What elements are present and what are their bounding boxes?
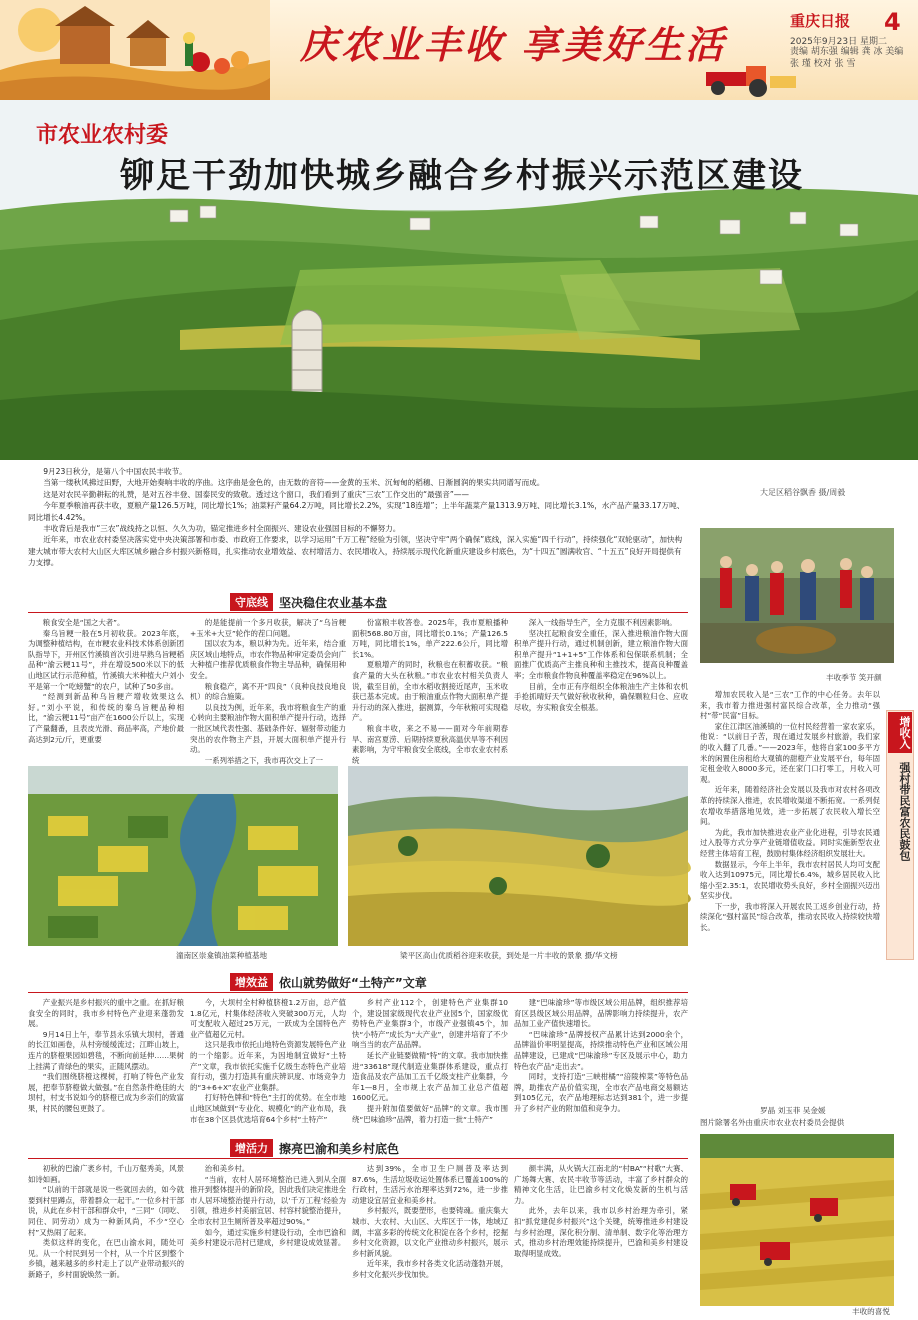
paragraph: “巴味渝珍”品牌授权产品累计达到2000余个，品牌溢价率明显提高，持续推动特色产业和区域公用品牌建设，已建成“巴味渝珍”专区及展示中心，助力特色农产品“走出去”。 bbox=[514, 1029, 688, 1071]
section-2-divider bbox=[28, 992, 688, 993]
section-1-title: 坚决稳住农业基本盘 bbox=[279, 595, 388, 610]
sidebar-tag: 增收入 bbox=[888, 712, 912, 753]
section-2-header bbox=[230, 974, 427, 990]
paragraph: “当前，农村人居环境整治已进入到从全面推开到整体提升的新阶段，因此我们决定推进全市人居环境整治提升行动，以‘千万工程’经验为引领，推进乡村美丽宜居、村容村貌整治提升，全市农村卫生厕所普及率超过90%。” bbox=[190, 1174, 346, 1226]
paragraph: 粮食安全是“国之大者”。 bbox=[42, 618, 125, 627]
intro-paragraph: 今年夏季粮油再获丰收，夏粮产量126.5万吨，同比增长1%；油菜籽产量64.2万吨，同比增长2.2%，实现“18连增”；上半年蔬菜产量1313.9万吨、同比增长3.1%，水产品产量33.17万吨、同比增长4.42%。 bbox=[28, 501, 685, 522]
paragraph: 初秋的巴渝广袤乡村，千山万壑秀美，风景如诗如画。 bbox=[28, 1164, 184, 1184]
rapeseed-caption: 潼南区崇龛镇油菜种植基地 bbox=[176, 951, 268, 960]
section-1-tag: 守底线 bbox=[230, 593, 273, 611]
villagers-caption: 丰收季节 笑开颜 bbox=[826, 673, 882, 682]
paragraph: “我们围绕脐橙这棵树，打响了特色产业发展，把奉节脐橙做大做强。”在自然条件绝佳的大坝村，村支书说如今的脐橙已成为乡亲们的致富果，村民的腰包更鼓了。 bbox=[28, 1072, 184, 1113]
issue-date: 2025年9月23日 星期二 bbox=[790, 37, 887, 47]
paragraph: 乡村振兴，既要塑形，也要铸魂。重庆集大城市、大农村、大山区、大库区于一体，地域辽阔，丰富多彩的传统文化积淀在各个乡村，挖掘乡村文化资源，以文化产业推动乡村振兴，展示乡村新风貌。 bbox=[352, 1206, 508, 1258]
paragraph: 乡村产业112个，创建特色产业集群10个，建设国家级现代农业产业园5个，国家级优势特色产业集群3个，市级产业强镇45个，加快“小特产”成长为“大产业”，创建并培育了不少响当当的农产品品牌。 bbox=[352, 998, 508, 1050]
paragraph: 数据显示，今年上半年，我市农村居民人均可支配收入达到10975元，同比增长6.4%，城乡居民收入比缩小至2.35:1，农民增收势头良好，乡村全面振兴迈出坚实步伐。 bbox=[700, 859, 880, 901]
paragraph: 的是能提前一个多月收获，解决了“乌旨粳+玉米+大豆”轮作的茬口问题。 bbox=[190, 618, 346, 638]
paragraph: 为此，我市加快推进农业产业化进程，引导农民通过入股等方式分享产业链增值收益。同时实施新型农业经营主体培育工程，鼓励村集体经济组织发展壮大。 bbox=[700, 827, 880, 858]
section-1-col-3 bbox=[352, 618, 508, 765]
page-number: 4 bbox=[884, 8, 901, 36]
paper-name: 重庆日报 bbox=[790, 12, 851, 30]
staff-credits: 责编 胡东强 编辑 龚 冰 美编 张 瑾 校对 张 雪 bbox=[790, 47, 904, 69]
intro-paragraph: 这是对农民辛勤耕耘的礼赞，是对五谷丰登、国泰民安的致敬。透过这个窗口，我们看到了重庆“三农”工作交出的“最强音”—— bbox=[43, 489, 469, 499]
section-2-col-3 bbox=[352, 998, 508, 1133]
author-credit: 罗晶 刘玉菲 吴金媛 bbox=[760, 1106, 826, 1115]
sidebar-title: 强村带民富农民鼓包 bbox=[898, 762, 911, 861]
paragraph: 建“巴味渝珍”等市级区域公用品牌，组织推荐培育区县级区域公用品牌，品牌影响力持续提升，农产品加工业产值快速增长。 bbox=[514, 998, 688, 1029]
paragraph: 目前，全市正有序组织全体粮油生产主体和农机手抢抓晴好天气做好秋收秋种，确保颗粒归仓、应收尽收，夯实粮食安全根基。 bbox=[514, 681, 688, 712]
paragraph: 提升附加值要做好“品牌”的文章。我市围绕“巴味渝珍”品牌，着力打造一批“土特产” bbox=[352, 1103, 508, 1124]
paragraph: “经测到新品种乌旨粳产增收效果这么好。”刘小平说，和传统的秦乌旨粳品种相比，“渝云粳11号”亩产在1600公斤以上，实现了产量翻番，且表皮光滑、商品率高，产地价最高达到2元/斤，更重要 bbox=[28, 692, 184, 744]
intro-paragraph: 丰收背后是我市“三农”战线持之以恒、久久为功，锚定推进乡村全面振兴、建设农业强国目标的不懈努力。 bbox=[43, 524, 401, 534]
paragraph: 近年来，我市乡村各类文化活动蓬勃开展，乡村文化振兴步伐加快。 bbox=[352, 1259, 508, 1279]
paragraph: 颜丰满，从火锅大江南北的“村BA”“村歌”大赛、广场舞大赛、农民丰收节等活动，丰富了乡村群众的精神文化生活，让巴渝乡村文化焕发新的生机与活力。 bbox=[514, 1164, 688, 1205]
hero-photo-credit: 大足区稻谷飘香 摄/周毅 bbox=[760, 488, 846, 497]
section-3-divider bbox=[28, 1158, 688, 1159]
section-1-col-4 bbox=[514, 618, 688, 760]
paragraph: 下一步，我市将深入开展农民工返乡创业行动，持续深化“强村富民”综合改革，推动农民收入持续较快增长。 bbox=[700, 901, 880, 933]
section-3-col-4 bbox=[514, 1164, 688, 1310]
intro-paragraph: 9月23日秋分，是第八个中国农民丰收节。 bbox=[43, 467, 187, 476]
harvest-image bbox=[700, 1134, 894, 1306]
paragraph: 产业振兴是乡村振兴的重中之重。在抓好粮食安全的同时，我市乡村特色产业迎来蓬勃发展。 bbox=[28, 998, 184, 1029]
hero-photo bbox=[0, 100, 918, 460]
main-headline: 铆足干劲加快城乡融合乡村振兴示范区建设 bbox=[120, 156, 804, 196]
harvest-illustration bbox=[0, 0, 270, 100]
banner-slogan: 庆农业丰收 享美好生活 bbox=[300, 22, 727, 67]
paragraph: 同时，支持打造“三峡柑橘”“涪陵榨菜”等特色品牌，助推农产品价值实现，全市农产品电商交易额达到105亿元，农产品地理标志达到381个，进一步提升了乡村产业的附加值和竞争力。 bbox=[514, 1072, 688, 1113]
sidebar-column bbox=[700, 690, 880, 1100]
paragraph: 份富粮丰收答卷。2025年，我市夏粮播种面积568.80万亩，同比增长0.1%；产量126.5万吨，同比增长1%，单产222.6公斤，同比增长1%。 bbox=[352, 618, 508, 659]
section-2-col-4 bbox=[514, 998, 688, 1133]
paragraph: 一系列举措之下，我市再次交上了一 bbox=[204, 755, 324, 765]
terrace-caption: 梁平区高山优质稻谷迎来收获，到处是一片丰收的景象 摄/华文榜 bbox=[400, 951, 618, 960]
paragraph: 深入一线指导生产，全力克服不利因素影响。 bbox=[528, 618, 677, 627]
section-3-header bbox=[230, 1140, 399, 1156]
paragraph: 今，大坝村全村种植脐橙1.2万亩，总产值1.8亿元，村集体经济收入突破300万元，人均可支配收入超过25万元，一跃成为全国特色产业产值超亿元村。 bbox=[190, 998, 346, 1039]
paragraph: 打好特色牌和“特色”主打的优势。在全市地山地区域做到“专业化、规模化”的产业布局，我市在38个区县优选培育64个乡村“土特产” bbox=[190, 1093, 346, 1124]
paragraph: 9月14日上午，奉节县永乐镇大坝村，普通的长江如画卷，从村旁缓缓流过；江畔山坡上，连片的脐橙果园如碧毯，不断向前延伸……果树上挂满了青绿色的果实，正随风摆动。 bbox=[28, 1029, 184, 1071]
terrace-rice-photo bbox=[348, 766, 688, 946]
paragraph: 这只是我市依托山地特色资源发展特色产业的一个缩影。近年来，为因地制宜做好“土特产”文章，我市依托实施千亿级生态特色产业培育行动，强力打造具有重庆辨识度、市场竞争力的“3+6+X”农业产业集群。 bbox=[190, 1040, 346, 1092]
terrace-image bbox=[348, 766, 688, 946]
paragraph: 夏粮增产的同时，秋粮也在积蓄收获。“粮食产量的大头在秋粮。”市农业农村相关负责人说，截至目前，全市水稻收割接近尾声，玉米收获已基本完成。由于粮油重点作物大面积单产提升行动的深入推进，据测算，今年秋粮可实现稳产。 bbox=[352, 660, 508, 723]
section-2-col-1 bbox=[28, 998, 184, 1133]
paragraph: 家住江津区油溪镇的一位村民经营着一家农家乐，他说：“以前日子苦，现在通过发展乡村旅游，我们家的收入翻了几番。”——2023年，他将自家100多平方米的闲置住房租给大观镇的甜橙产业发展平台，每年固定租金收入8000多元，还在家门口打零工，月收入可观。 bbox=[700, 721, 880, 784]
villagers-photo bbox=[700, 528, 894, 663]
paragraph: 粮食稳产，离不开“四良”（良种良技良地良机）的综合施策。 bbox=[190, 681, 346, 702]
section-1-col-2 bbox=[190, 618, 346, 765]
paragraph: 如今，通过实施乡村建设行动，全市巴渝和美乡村建设示范村已建成，乡村建设成效显著。 bbox=[190, 1227, 346, 1248]
paragraph: 坚决扛起粮食安全重任，深入推进粮油作物大面积单产提升行动，通过机制创新，建立粮油作物大面积单产提升“1+1+5”工作体系和包保联系机制；全面推广优质高产主推良种和主推技术，提高良种覆盖率；全市粮食作物良种覆盖率稳定在96%以上。 bbox=[514, 628, 688, 680]
paragraph: 国以农为本，粮以种为先。近年来，结合重庆区域山地特点，市农作物品种审定委员会向广大种植户推荐优质粮食作物主导品种，确保用种安全。 bbox=[190, 639, 346, 680]
paragraph: 此外，去年以来，我市以乡村治理为牵引，紧扣“抓党建促乡村振兴”这个关键，统筹推进乡村建设与乡村治理，深化积分制、清单制、数字化等治理方式，推动乡村治理效能持续提升，巴渝和美乡村建设取得明显成效。 bbox=[514, 1206, 688, 1258]
paragraph: “以前的干部就是说一些就回去的，如今就要到村里蹲点，带着群众一起干。”一位乡村干部说，从此在乡村干部和群众中，“三同”（同吃、同住、同劳动）成为一种新风尚，不少“空心村”又热闹了起来。 bbox=[28, 1185, 184, 1237]
section-2-title: 依山就势做好“土特产”文章 bbox=[279, 975, 427, 990]
section-1-divider bbox=[28, 612, 688, 613]
section-3-tag: 增活力 bbox=[230, 1139, 273, 1157]
paragraph: 近年来，随着经济社会发展以及我市对农村各项改革的持续深入推进，农民增收渠道不断拓宽。一系列促农增收举措落地见效，进一步拓展了农民收入增长空间。 bbox=[700, 785, 880, 827]
section-1-col-1 bbox=[28, 618, 184, 760]
paragraph: 治和美乡村。 bbox=[204, 1164, 250, 1173]
section-2-col-2 bbox=[190, 998, 346, 1133]
rapeseed-image bbox=[28, 766, 338, 946]
section-2-tag: 增效益 bbox=[230, 973, 273, 991]
paragraph: 粮食丰收，来之不易——面对今年前期春旱、南宫夏涝、后期持续夏秋高温伏旱等不利因素影响，为守牢粮食安全底线，全市农业农村系统 bbox=[352, 723, 508, 765]
paragraph: 以良技为例，近年来，我市将粮食生产的重心转向主要粮油作物大面积单产提升行动，选择一批区域代表性强、基础条件好、辐射带动能力突出的农作物主产县，开展大面积单产提升行动。 bbox=[190, 702, 346, 755]
harvest-caption: 丰收的喜悦 bbox=[852, 1307, 890, 1316]
section-3-title: 擦亮巴渝和美乡村底色 bbox=[279, 1141, 400, 1156]
intro-paragraphs bbox=[28, 466, 688, 569]
rapeseed-base-photo bbox=[28, 766, 338, 946]
paragraph: 增加农民收入是“三农”工作的中心任务。去年以来，我市着力推进强村富民综合改革，全力推动“强村”带“民富”目标。 bbox=[700, 690, 880, 721]
section-3-col-2 bbox=[190, 1164, 346, 1310]
masthead bbox=[0, 0, 918, 100]
section-3-col-1 bbox=[28, 1164, 184, 1310]
section-3-col-3 bbox=[352, 1164, 508, 1310]
paragraph: 延长产业链要做精“特”的文章。我市加快推进“33618”现代制造业集群体系建设，重点打造食品及农产品加工五千亿级支柱产业集群，今年1—8月，全市规上农产品加工业总产值超1600亿元。 bbox=[352, 1050, 508, 1103]
photo-source-credit: 图片除署名外由重庆市农业农村委员会提供 bbox=[700, 1118, 845, 1127]
harvest-photo bbox=[700, 1134, 894, 1306]
intro-paragraph: 当第一缕秋风拂过田野，大地开始奏响丰收的序曲。这序曲是金色的，由无数的音符——金黄的玉米、沉甸甸的稻穗、日渐圆润的果实共同谱写而成。 bbox=[43, 478, 545, 488]
paragraph: 类似这样的变化，在巴山渝水间，随处可见。从一个村民到另一个村，从一个片区到整个乡镇，越来越多的乡村走上了以产业带动振兴的新路子，乡村面貌焕然一新。 bbox=[28, 1238, 184, 1279]
section-1-header bbox=[230, 594, 387, 610]
section-kicker: 市农业农村委 bbox=[36, 122, 169, 148]
paragraph: 秦乌旨粳一般在5月初收获。2023年底，为调整种植结构，在市粳农业科技术体系创新团队指导下，开州区竹溪镇首次引进早熟乌旨粳稻品种“渝云粳11号”，并在增设500米以下的低山地区试行示范种植，竹溪镇大米种植大户刘小平是第一个“吃螃蟹”的农户，试种了50多亩。 bbox=[28, 628, 184, 691]
intro-paragraph: 近年来，市农业农村委坚决落实党中央决策部署和市委、市政府工作要求，以学习运用“千万工程”经验为引领，坚决守牢“两个确保”底线，深入实施“四千行动”，持续强化“双轮驱动”，加快构建大城市带大农村大山区大库区城乡融合乡村振兴新格局，扎实推动农业增效益、农村增活力、农民增收入，持续展示现代化新重庆建设乡村底色，为“十四五”圆满收官、“十五五”良好开局提供有力支撑。 bbox=[28, 535, 683, 568]
tractor-illustration bbox=[700, 58, 800, 98]
villagers-image bbox=[700, 528, 894, 663]
paragraph: 达到39%，全市卫生户厕普及率达到87.6%，生活垃圾收运处置体系已覆盖100%的行政村，生活污水治理率达到72%，进一步推动建设宜居宜业和美乡村。 bbox=[352, 1164, 508, 1205]
